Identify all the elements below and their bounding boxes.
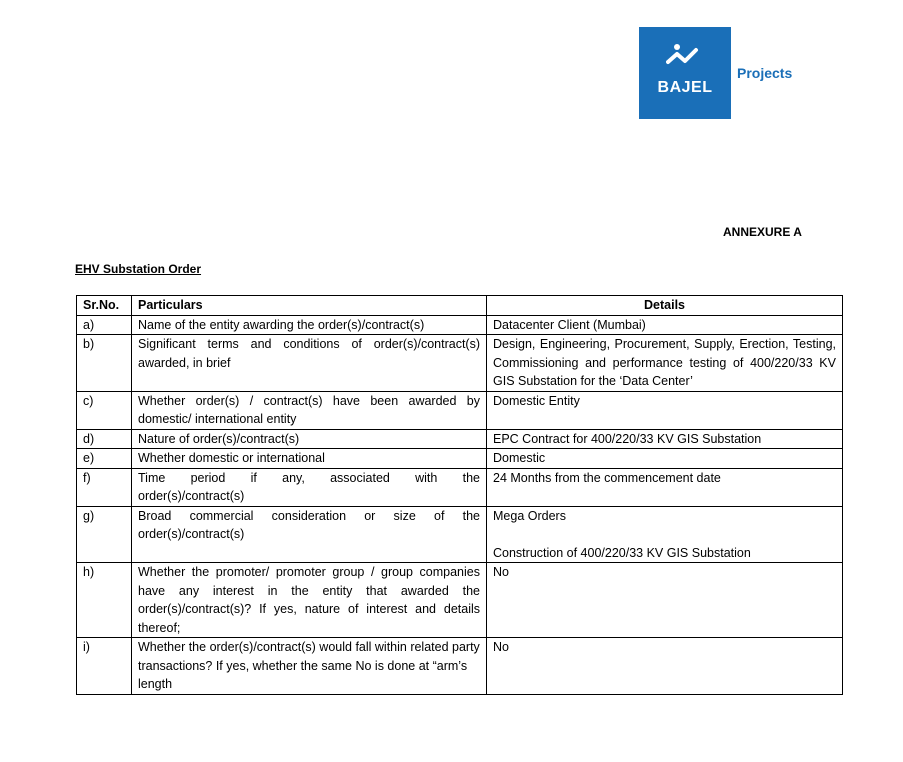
header-details: Details bbox=[487, 296, 843, 316]
table-row bbox=[77, 449, 843, 469]
table-row bbox=[77, 468, 843, 506]
row-details: EPC Contract for 400/220/33 KV GIS Substation bbox=[487, 429, 843, 449]
table-row bbox=[77, 315, 843, 335]
order-details-table bbox=[76, 295, 843, 695]
row-sr: c) bbox=[77, 391, 132, 429]
header-particulars: Particulars bbox=[132, 296, 487, 316]
row-particulars: Nature of order(s)/contract(s) bbox=[132, 429, 487, 449]
header-sr-no: Sr.No. bbox=[77, 296, 132, 316]
row-particulars: Whether domestic or international bbox=[132, 449, 487, 469]
row-particulars: Significant terms and conditions of order(s)/contract(s) awarded, in brief bbox=[132, 335, 487, 392]
table-row bbox=[77, 391, 843, 429]
row-details: No bbox=[487, 563, 843, 638]
particulars-line: order(s)/contract(s) bbox=[138, 489, 245, 503]
row-details: 24 Months from the commencement date bbox=[487, 468, 843, 506]
details-line: Construction of 400/220/33 KV GIS Substation bbox=[493, 545, 751, 560]
table-row bbox=[77, 563, 843, 638]
row-particulars: Whether the order(s)/contract(s) would fall within related party transactions? If yes, whether the same No is done at “arm’s length bbox=[132, 638, 487, 695]
row-sr: b) bbox=[77, 335, 132, 392]
row-details bbox=[487, 506, 843, 563]
particulars-line: Broad commercial consideration or size of the bbox=[138, 508, 480, 523]
table-row bbox=[77, 638, 843, 695]
logo-mark-icon bbox=[666, 43, 704, 65]
table-header-row bbox=[77, 296, 843, 316]
row-details: Datacenter Client (Mumbai) bbox=[487, 315, 843, 335]
section-title: EHV Substation Order bbox=[75, 262, 202, 276]
row-particulars: Whether the promoter/ promoter group / group companies have any interest in the entity that awarded the order(s)/contract(s)? If yes, nature of interest and details thereof; bbox=[132, 563, 487, 638]
logo-brand-text: BAJEL bbox=[657, 79, 713, 96]
row-sr: h) bbox=[77, 563, 132, 638]
row-sr: e) bbox=[77, 449, 132, 469]
row-particulars bbox=[132, 468, 487, 506]
row-details: No bbox=[487, 638, 843, 695]
company-logo bbox=[639, 27, 731, 119]
row-sr: i) bbox=[77, 638, 132, 695]
table-row bbox=[77, 335, 843, 392]
row-sr: g) bbox=[77, 506, 132, 563]
row-particulars bbox=[132, 506, 487, 563]
row-particulars: Name of the entity awarding the order(s)/contract(s) bbox=[132, 315, 487, 335]
details-line: Mega Orders bbox=[493, 508, 566, 523]
row-details: Domestic bbox=[487, 449, 843, 469]
logo-division-text: Projects bbox=[737, 65, 793, 81]
row-particulars: Whether order(s) / contract(s) have been awarded by domestic/ international entity bbox=[132, 391, 487, 429]
row-details: Domestic Entity bbox=[487, 391, 843, 429]
table-row bbox=[77, 506, 843, 563]
row-details: Design, Engineering, Procurement, Supply, Erection, Testing, Commissioning and performance testing of 400/220/33 KV GIS Substation for the ‘Data Center’ bbox=[487, 335, 843, 392]
annexure-label: ANNEXURE A bbox=[723, 225, 802, 239]
table-row bbox=[77, 429, 843, 449]
row-sr: f) bbox=[77, 468, 132, 506]
row-sr: d) bbox=[77, 429, 132, 449]
row-sr: a) bbox=[77, 315, 132, 335]
particulars-line: order(s)/contract(s) bbox=[138, 527, 245, 541]
particulars-line: Time period if any, associated with the bbox=[138, 470, 480, 485]
